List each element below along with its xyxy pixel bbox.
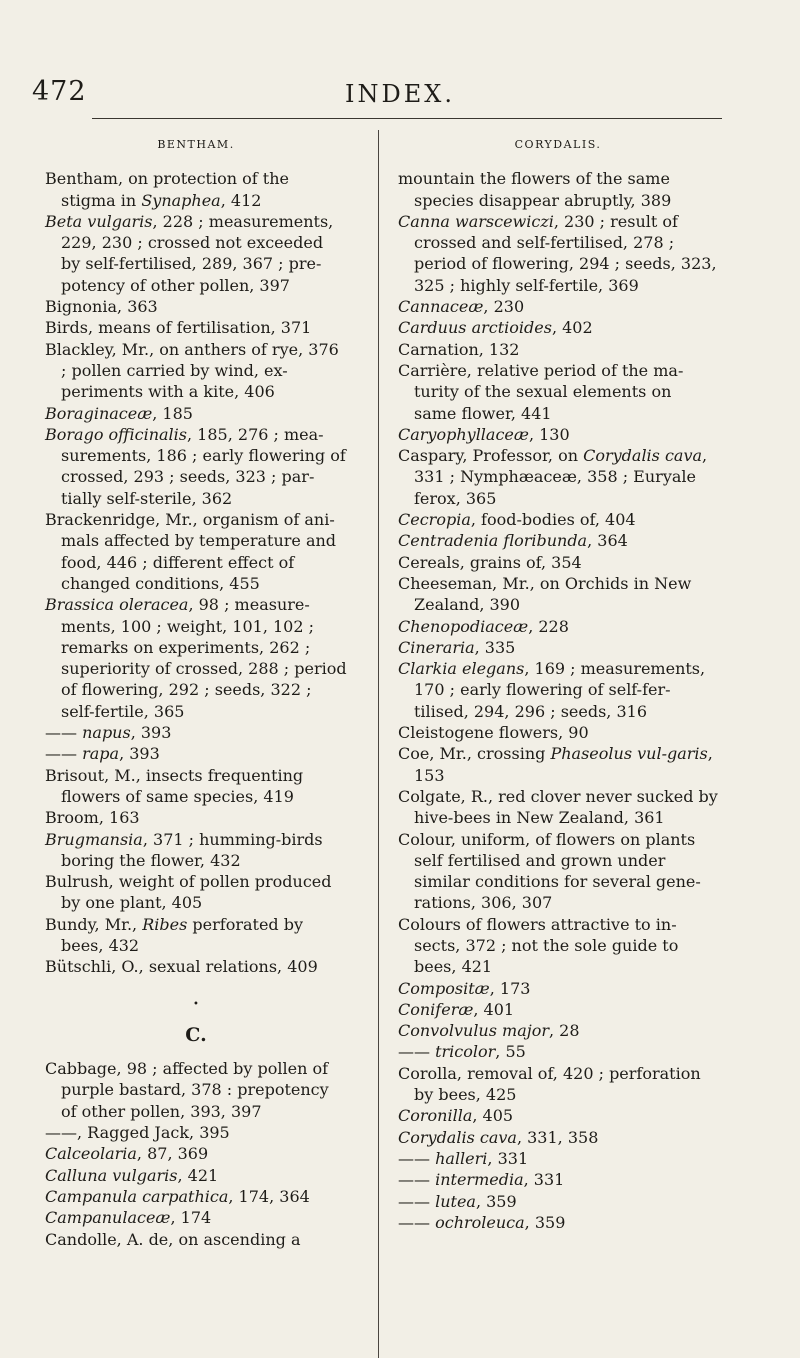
entry-text: , 228 ; measurements, 229, 230 ; crossed not exceeded by self-fertilised, 289, 367 ; pre-potency of other pollen, 397 — [61, 211, 334, 295]
entry-text: Bütschli, O., sexual relations, 409 — [45, 957, 318, 977]
index-entry — [45, 1165, 347, 1186]
left-entries-a — [45, 168, 347, 977]
entry-text: Candolle, A. de, on ascending a — [45, 1229, 301, 1249]
entry-text: , 28 — [548, 1021, 580, 1041]
entry-text: Bentham, on protection of the stigma in — [45, 169, 289, 210]
entry-text: Cabbage, 98 ; affected by pollen of purple bastard, 378 : prepotency of other pollen, 393, 397 — [45, 1059, 329, 1121]
entry-italic-term: Boraginaceæ — [45, 403, 153, 423]
entry-text: , 174, 364 — [228, 1186, 310, 1206]
entry-text: , 412 — [220, 190, 262, 210]
entry-italic-term: tricolor — [435, 1042, 496, 1062]
entry-text: , 331 ; Nymphæaceæ, 358 ; Euryale ferox, 365 — [414, 446, 708, 508]
index-entry — [45, 722, 347, 743]
entry-italic-term: Cannaceæ — [398, 297, 484, 317]
index-entry — [45, 765, 347, 808]
index-entry — [45, 594, 347, 722]
entry-text: —— — [398, 1148, 436, 1168]
index-entry — [45, 807, 347, 828]
entry-text: —— — [398, 1042, 436, 1062]
page-number: 472 — [32, 76, 87, 107]
entry-italic-term: Caryophyllaceæ — [398, 424, 529, 444]
entry-italic-term: Cineraria — [398, 637, 475, 657]
entry-text: , 130 — [528, 424, 570, 444]
entry-italic-term: Campanula carpathica — [45, 1186, 229, 1206]
index-entry — [45, 1058, 347, 1122]
left-column — [45, 128, 347, 1250]
entry-italic-term: Beta vulgaris — [45, 211, 153, 231]
index-entry — [45, 743, 347, 764]
entry-italic-term: ochroleuca — [435, 1212, 525, 1232]
entry-text: , 335 — [474, 637, 516, 657]
entry-text: , 402 — [551, 318, 593, 338]
entry-text: , 98 ; measure-ments, 100 ; weight, 101, 102 ; remarks on experiments, 262 ; superiority of crossed, 288 ; period of flowering, 292 ; seeds, 322 ; self-fertile, 365 — [61, 595, 347, 721]
entry-text: , 359 — [524, 1212, 566, 1232]
entry-text: , 173 — [489, 978, 531, 998]
entry-text: Corolla, removal of, 420 ; perforation by bees, 425 — [398, 1063, 701, 1105]
entry-text: Colgate, R., red clover never sucked by hive-bees in New Zealand, 361 — [398, 786, 718, 828]
entry-text: Colour, uniform, of flowers on plants self fertilised and grown under similar conditions for several gene-rations, 306, 307 — [398, 829, 701, 913]
entry-italic-term: intermedia — [435, 1170, 524, 1190]
index-entry — [45, 339, 347, 403]
entry-text: Coe, Mr., crossing — [398, 744, 551, 764]
entry-text: , 364 — [587, 531, 628, 551]
entry-italic-term: Calceolaria — [45, 1144, 137, 1164]
index-entry — [45, 317, 347, 338]
entry-text: Bundy, Mr., — [45, 914, 143, 934]
entry-text: , 393 — [119, 744, 160, 764]
entry-text: , 405 — [472, 1106, 514, 1126]
index-entry — [45, 956, 347, 977]
index-entry — [398, 786, 718, 829]
entry-italic-term: Brugmansia — [45, 829, 143, 849]
index-entry — [45, 168, 347, 211]
entry-italic-term: Compositæ — [398, 978, 490, 998]
index-entry — [398, 978, 718, 999]
entry-text: —— — [398, 1212, 436, 1232]
entry-italic-term: Borago officinalis — [45, 424, 187, 444]
entry-italic-term: napus — [82, 723, 131, 743]
index-entry — [45, 296, 347, 317]
entry-text: —— — [45, 744, 83, 764]
entry-text: mountain the flowers of the same species disappear abruptly, 389 — [398, 169, 672, 210]
entry-text: , 174 — [170, 1208, 212, 1228]
index-entry — [45, 829, 347, 872]
entry-text: perforated by bees, 432 — [61, 914, 304, 955]
index-entry — [398, 1127, 718, 1148]
entry-text: , 87, 369 — [136, 1144, 209, 1164]
index-entry — [398, 1020, 718, 1041]
entry-italic-term: Corydalis cava — [398, 1127, 517, 1147]
entry-text: Brackenridge, Mr., organism of ani-mals affected by temperature and food, 446 ; different effect of changed conditions, 455 — [45, 510, 337, 593]
index-entry — [398, 616, 718, 637]
index-entry — [45, 403, 347, 424]
index-entry — [45, 1207, 347, 1228]
entry-italic-term: Brassica oleracea — [45, 595, 189, 615]
entry-text: Bulrush, weight of pollen produced by one plant, 405 — [45, 872, 332, 913]
entry-text: , 371 ; humming-birds boring the flower, 432 — [61, 829, 323, 870]
index-entry — [45, 1229, 347, 1250]
entry-italic-term: halleri — [435, 1148, 488, 1168]
index-entry — [45, 1186, 347, 1207]
index-entry — [398, 1063, 718, 1106]
entry-italic-term: rapa — [82, 744, 120, 764]
index-entry — [398, 637, 718, 658]
entry-text: , 230 ; result of crossed and self-fertilised, 278 ; period of flowering, 294 ; seeds, 323, 325 ; highly self-fertile, 369 — [414, 211, 717, 295]
entry-text: , 331, 358 — [516, 1127, 599, 1147]
entry-text: —— — [398, 1191, 436, 1211]
entry-italic-term: Canna warscewiczi — [398, 211, 554, 231]
index-entry — [45, 211, 347, 296]
entry-text: , 228 — [528, 616, 569, 636]
index-entry — [398, 1191, 718, 1212]
entry-text: , 55 — [495, 1042, 526, 1062]
entry-text: Cheeseman, Mr., on Orchids in New Zealand, 390 — [398, 573, 692, 615]
index-entry — [45, 871, 347, 914]
index-entry — [398, 339, 718, 360]
entry-italic-term: Corydalis cava — [583, 446, 703, 466]
entry-text: , food-bodies of, 404 — [470, 510, 636, 530]
left-entries-b — [45, 1058, 347, 1250]
entry-text: Cereals, grains of, 354 — [398, 552, 582, 572]
entry-italic-term: lutea — [435, 1191, 476, 1211]
section-bullet: • — [193, 998, 199, 1010]
left-column-head: BENTHAM. — [157, 138, 235, 151]
index-entry — [45, 1122, 347, 1143]
index-entry — [398, 530, 718, 551]
entry-text: Caspary, Professor, on — [398, 446, 584, 466]
index-entry — [398, 1148, 718, 1169]
column-divider — [378, 130, 379, 1358]
right-column-head: CORYDALIS. — [514, 138, 602, 151]
entry-text: , 359 — [475, 1191, 517, 1211]
entry-text: , 169 ; measurements, 170 ; early flowering of self-fer-tilised, 294, 296 ; seeds, 316 — [414, 659, 706, 721]
index-entry — [398, 658, 718, 722]
index-entry — [45, 1143, 347, 1164]
index-entry — [398, 424, 718, 445]
entry-text: , 331 — [487, 1148, 529, 1168]
index-entry — [398, 829, 718, 914]
entry-text: , 185, 276 ; mea-surements, 186 ; early flowering of crossed, 293 ; seeds, 323 ; par-tially self-sterile, 362 — [61, 424, 346, 508]
entry-text: , 401 — [473, 999, 515, 1019]
right-entries — [398, 168, 718, 1233]
index-entry — [398, 743, 718, 786]
entry-italic-term: Synaphea — [141, 190, 221, 210]
index-entry — [398, 999, 718, 1020]
index-entry — [398, 1041, 718, 1062]
index-entry — [398, 211, 718, 296]
index-entry — [45, 914, 347, 957]
entry-text: Carrière, relative period of the ma-turity of the sexual elements on same flower, 441 — [398, 360, 684, 423]
entry-italic-term: Cecropia — [398, 510, 471, 530]
entry-text: Bignonia, 363 — [45, 297, 158, 317]
entry-text: Cleistogene flowers, 90 — [398, 723, 589, 743]
entry-text: —— — [398, 1170, 436, 1190]
entry-italic-term: Chenopodiaceæ — [398, 616, 529, 636]
entry-italic-term: Centradenia floribunda — [398, 531, 588, 551]
entry-italic-term: Convolvulus major — [398, 1021, 549, 1041]
index-entry — [398, 552, 718, 573]
entry-text: Birds, means of fertilisation, 371 — [45, 318, 312, 338]
entry-text: , 393 — [130, 723, 172, 743]
entry-italic-term: Phaseolus vul-garis — [550, 744, 708, 764]
section-letter: C. — [185, 1023, 207, 1046]
header-rule — [92, 118, 722, 119]
index-entry — [398, 445, 718, 509]
entry-text: Blackley, Mr., on anthers of rye, 376 ; pollen carried by wind, ex-periments with a kite, 406 — [45, 339, 339, 402]
index-entry — [45, 509, 347, 594]
index-entry — [45, 424, 347, 509]
entry-text: , 421 — [177, 1165, 219, 1185]
entry-italic-term: Clarkia elegans — [398, 659, 525, 679]
index-entry — [398, 317, 718, 338]
entry-text: ——, Ragged Jack, 395 — [45, 1123, 230, 1143]
index-entry — [398, 360, 718, 424]
entry-italic-term: Campanulaceæ — [45, 1208, 171, 1228]
index-entry — [398, 914, 718, 978]
entry-text: , 230 — [483, 297, 525, 317]
index-entry — [398, 1105, 718, 1126]
entry-italic-term: Coronilla — [398, 1106, 473, 1126]
entry-italic-term: Ribes — [142, 914, 188, 934]
right-column — [398, 128, 718, 1233]
index-entry — [398, 573, 718, 616]
index-entry — [398, 722, 718, 743]
entry-text: , 185 — [152, 403, 193, 423]
index-entry — [398, 1169, 718, 1190]
entry-italic-term: Coniferæ — [398, 999, 474, 1019]
entry-text: , 331 — [523, 1170, 565, 1190]
index-entry — [398, 509, 718, 530]
entry-text: Broom, 163 — [45, 808, 140, 828]
entry-text: Colours of flowers attractive to in-sects, 372 ; not the sole guide to bees, 421 — [398, 914, 679, 977]
index-entry — [398, 296, 718, 317]
entry-text: , 153 — [414, 744, 713, 785]
entry-italic-term: Carduus arctioides — [398, 318, 552, 338]
entry-text: —— — [45, 723, 83, 743]
index-entry — [398, 1212, 718, 1233]
entry-italic-term: Calluna vulgaris — [45, 1165, 178, 1185]
index-entry — [398, 168, 718, 211]
running-head: INDEX. — [345, 80, 455, 108]
entry-text: Brisout, M., insects frequenting flowers of same species, 419 — [45, 765, 304, 806]
entry-text: Carnation, 132 — [398, 339, 520, 359]
